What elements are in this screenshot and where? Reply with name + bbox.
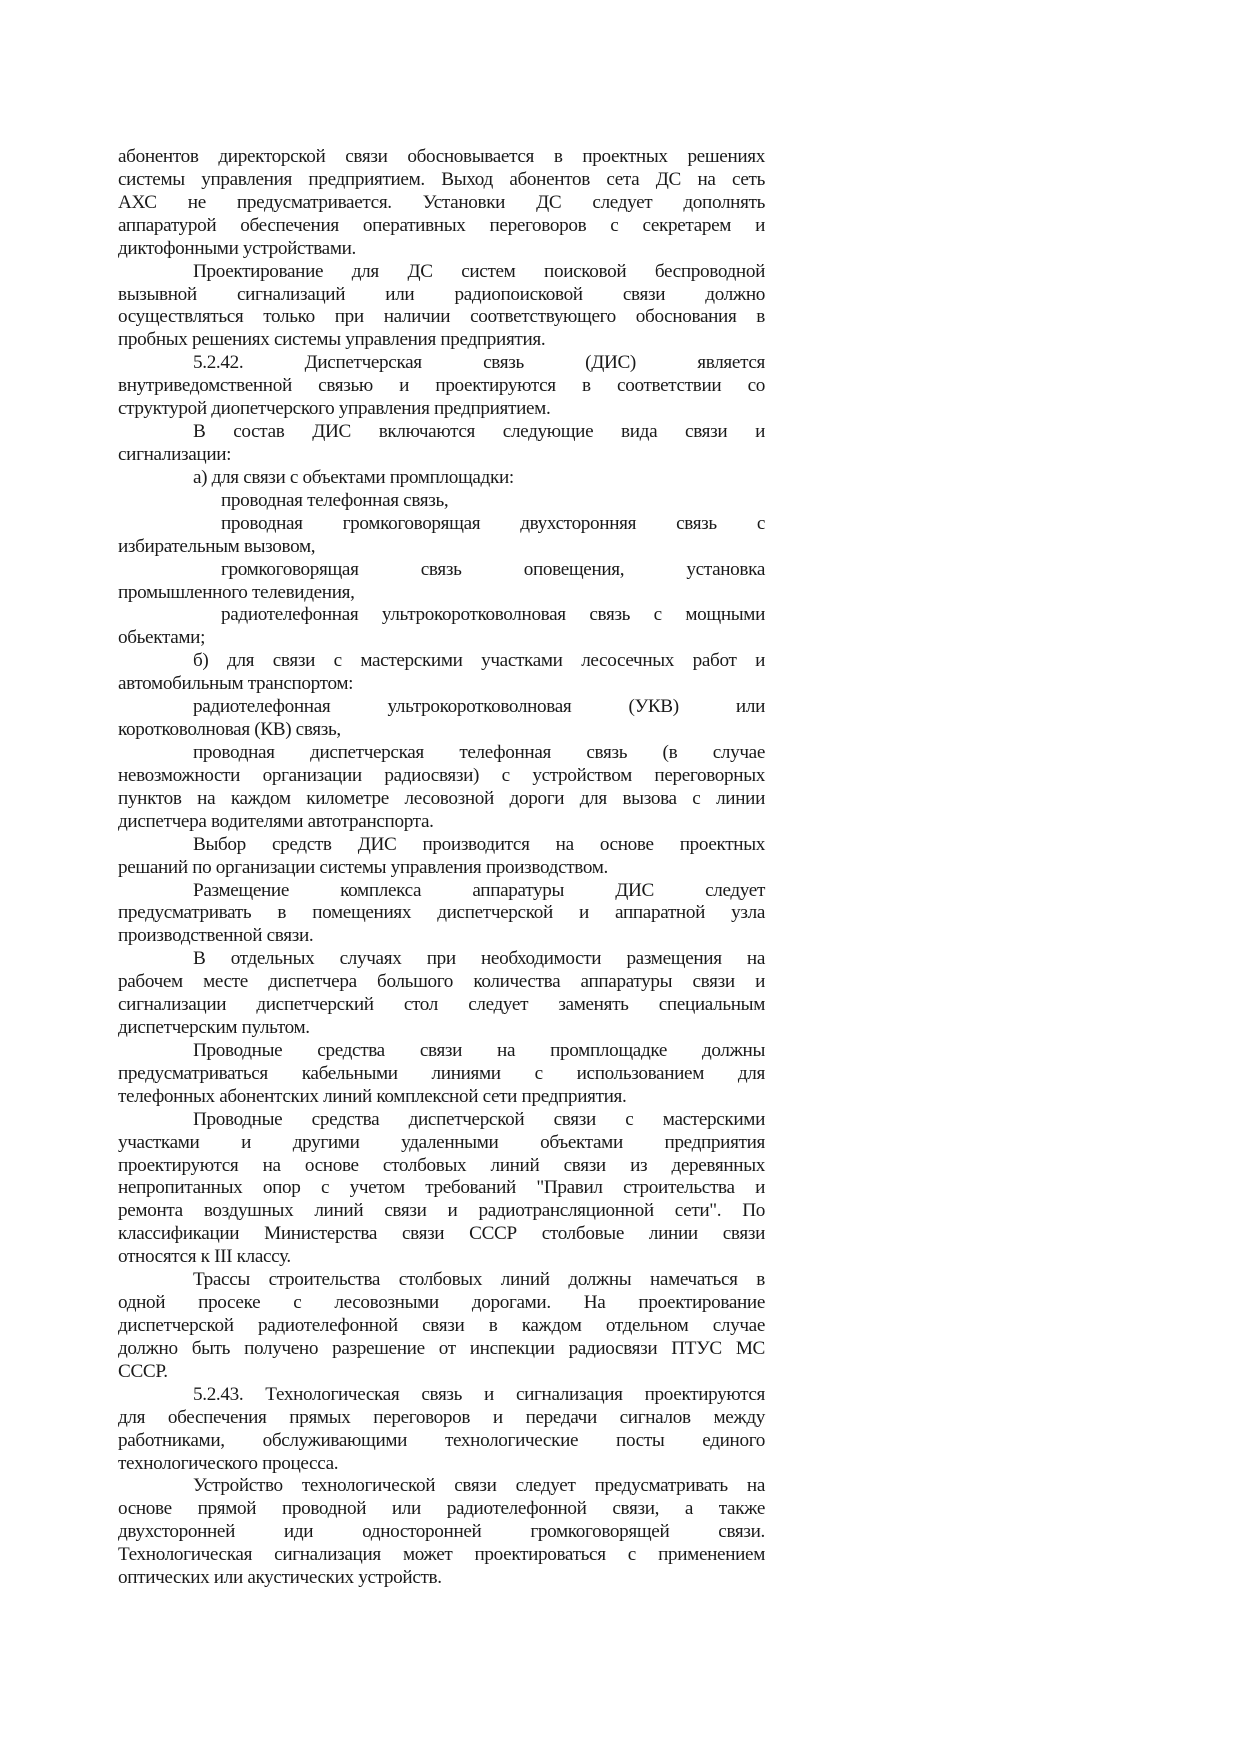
text-line: автомобильным транспортом: bbox=[118, 673, 354, 695]
text-line: Технологическая сигнализация может проектироваться с применением bbox=[118, 1544, 765, 1566]
text-line: В отдельных случаях при необходимости размещения на bbox=[193, 948, 765, 970]
text-line: громкоговорящая связь оповещения, установка bbox=[221, 558, 765, 580]
text-line: коротковолновая (КВ) связь, bbox=[118, 719, 341, 741]
paragraph-dis-choice bbox=[118, 834, 765, 880]
text-line: Размещение комплекса аппаратуры ДИС следует bbox=[193, 879, 765, 901]
paragraph-dis-placement bbox=[118, 880, 765, 949]
text-line: одной просеке с лесовозными дорогами. На проектирование bbox=[118, 1292, 765, 1314]
text-line: производственной связи. bbox=[118, 925, 314, 947]
text-line: Устройство технологической связи следует предусматривать на bbox=[193, 1475, 765, 1497]
text-line: сигнализации диспетчерский стол следует заменять специальным bbox=[118, 994, 765, 1016]
text-line: предусматриваться кабельными линиями с использованием для bbox=[118, 1062, 765, 1084]
text-line: 5.2.42. Диспетчерская связь (ДИС) является bbox=[193, 352, 765, 374]
paragraph-item-a-4 bbox=[118, 604, 765, 650]
text-line: а) для связи с объектами промплощадки: bbox=[193, 466, 514, 488]
paragraph-item-b bbox=[118, 650, 765, 696]
text-line: Проектирование для ДС систем поисковой беспроводной bbox=[193, 260, 765, 282]
text-line: внутриведомственной связью и проектируются в соответствии со bbox=[118, 375, 765, 397]
text-line: АХС не предусматривается. Установки ДС следует дополнять bbox=[118, 191, 765, 213]
text-line: оптических или акустических устройств. bbox=[118, 1567, 442, 1589]
paragraph-item-a-1 bbox=[118, 490, 765, 513]
text-line: Проводные средства диспетчерской связи с мастерскими bbox=[193, 1108, 765, 1130]
text-line: решаний по организации системы управления производством. bbox=[118, 856, 608, 878]
paragraph-abonents-ds bbox=[118, 146, 765, 261]
paragraph-wired-remote bbox=[118, 1109, 765, 1269]
text-line: обьектами; bbox=[118, 627, 206, 649]
text-line: Проводные средства связи на промплощадке должны bbox=[193, 1039, 765, 1061]
text-line: для обеспечения прямых переговоров и передачи сигналов между bbox=[118, 1406, 765, 1428]
document-page bbox=[118, 146, 765, 1590]
text-line: классификации Министерства связи СССР столбовые линии связи bbox=[118, 1223, 765, 1245]
paragraph-item-b-1 bbox=[118, 696, 765, 742]
text-line: двухсторонней иди односторонней громкоговорящей связи. bbox=[118, 1521, 765, 1543]
text-line: технологического процесса. bbox=[118, 1452, 339, 1474]
text-line: системы управления предприятием. Выход абонентов сета ДС на сеть bbox=[118, 168, 765, 190]
text-line: невозможности организации радиосвязи) с устройством переговорных bbox=[118, 764, 765, 786]
paragraph-item-a bbox=[118, 467, 765, 490]
text-line: проводная громкоговорящая двухсторонняя связь с bbox=[221, 512, 765, 534]
text-line: диктофонными устройствами. bbox=[118, 237, 357, 259]
paragraph-dis-composition bbox=[118, 421, 765, 467]
text-line: вызывной сигнализаций или радиопоисковой связи должно bbox=[118, 283, 765, 305]
text-line: структурой диопетчерского управления предприятием. bbox=[118, 398, 551, 420]
paragraph-item-a-2 bbox=[118, 513, 765, 559]
text-line: радиотелефонная ультрокоротковолновая (УКВ) или bbox=[193, 696, 765, 718]
text-line: сигнализации: bbox=[118, 443, 232, 465]
text-line: должно быть получено разрешение от инспекции радиосвязи ПТУС МС bbox=[118, 1337, 765, 1359]
text-line: избирательным вызовом, bbox=[118, 535, 316, 557]
text-line: ремонта воздушных линий связи и радиотрансляционной сети". По bbox=[118, 1200, 765, 1222]
text-line: непропитанных опор с учетом требований "Правил строительства и bbox=[118, 1177, 765, 1199]
text-line: аппаратурой обеспечения оперативных переговоров с секретарем и bbox=[118, 214, 765, 236]
text-line: пунктов на каждом километре лесовозной дороги для вызова с линии bbox=[118, 787, 765, 809]
text-line: проводная телефонная связь, bbox=[221, 489, 449, 511]
paragraph-5-2-42 bbox=[118, 352, 765, 421]
text-line: диспетчера водителями автотранспорта. bbox=[118, 810, 434, 832]
text-line: предусматривать в помещениях диспетчерской и аппаратной узла bbox=[118, 902, 765, 924]
text-line: работниками, обслуживающими технологические посты единого bbox=[118, 1429, 765, 1451]
text-line: радиотелефонная ультрокоротковолновая связь с мощными bbox=[221, 604, 765, 626]
text-line: Трассы строительства столбовых линий должны намечаться в bbox=[193, 1269, 765, 1291]
text-line: СССР. bbox=[118, 1360, 168, 1382]
paragraph-5-2-43 bbox=[118, 1384, 765, 1476]
text-line: 5.2.43. Технологическая связь и сигнализация проектируются bbox=[193, 1383, 765, 1405]
paragraph-item-b-2 bbox=[118, 742, 765, 834]
text-line: пробных решениях системы управления предприятия. bbox=[118, 329, 546, 351]
text-line: телефонных абонентских линий комплексной сети предприятия. bbox=[118, 1085, 627, 1107]
text-line: основе прямой проводной или радиотелефонной связи, а также bbox=[118, 1498, 765, 1520]
text-line: Выбор средств ДИС производится на основе проектных bbox=[193, 833, 765, 855]
text-line: диспетчерским пультом. bbox=[118, 1017, 310, 1039]
paragraph-pole-routes bbox=[118, 1269, 765, 1384]
paragraph-dispatcher-console bbox=[118, 948, 765, 1040]
paragraph-item-a-3 bbox=[118, 559, 765, 605]
text-line: проводная диспетчерская телефонная связь (в случае bbox=[193, 741, 765, 763]
text-line: диспетчерской радиотелефонной связи в каждом отдельном случае bbox=[118, 1315, 765, 1337]
text-line: осуществляться только при наличии соответствующего обоснования в bbox=[118, 306, 765, 328]
text-line: относятся к III классу. bbox=[118, 1246, 291, 1268]
text-line: проектируются на основе столбовых линий связи из деревянных bbox=[118, 1154, 765, 1176]
paragraph-wired-site bbox=[118, 1040, 765, 1109]
paragraph-tech-device bbox=[118, 1475, 765, 1590]
text-line: В состав ДИС включаются следующие вида связи и bbox=[193, 421, 765, 443]
paragraph-design-ds-search bbox=[118, 261, 765, 353]
text-line: рабочем месте диспетчера большого количества аппаратуры связи и bbox=[118, 971, 765, 993]
text-line: промышленного телевидения, bbox=[118, 581, 355, 603]
text-line: участками и другими удаленными объектами предприятия bbox=[118, 1131, 765, 1153]
text-line: б) для связи с мастерскими участками лесосечных работ и bbox=[193, 650, 765, 672]
text-line: абонентов директорской связи обосновывается в проектных решениях bbox=[118, 146, 765, 167]
